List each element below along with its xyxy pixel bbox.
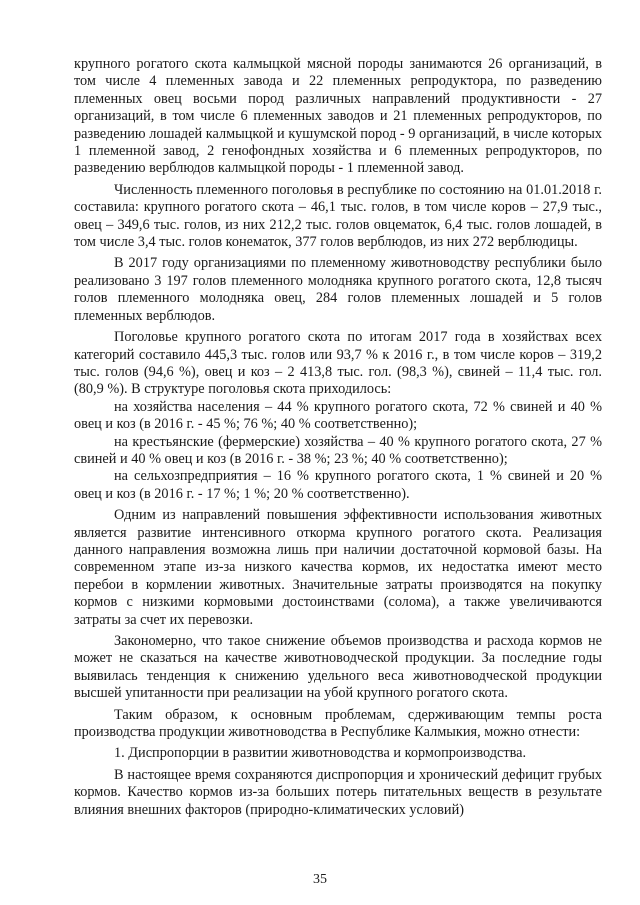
paragraph-breeding-organizations: крупного рогатого скота калмыцкой мясной породы занимаются 26 организаций, в том числе 4 племенных завода и 22 племенных репродуктора, по разведению племенных овец восьми пород различных направлений продуктивности - 27 организаций, в том числе 6 племенных заводов и 21 племенных репродукторов, по разведению лошадей калмыцкой и кушумской пород - 9 организаций, в числе которых 1 племенной завод, 2 генофондных хозяйства и 6 племенных репродукторов, по разведению верблюдов калмыцкой породы - 1 племенной завод. — [74, 56, 602, 177]
paragraph-main-problems: Таким образом, к основным проблемам, сдерживающим темпы роста производства продукции животноводства в Республике Калмыкия, можно отнести: — [74, 706, 602, 741]
paragraph-feed-deficit: В настоящее время сохраняются диспропорция и хронический дефицит грубых кормов. Качество кормов из-за больших потерь питательных веществ в результате влияния внешних факторов (природно-климатических условий) — [74, 766, 602, 818]
problem-item-1: 1. Диспропорции в развитии животноводства и кормопроизводства. — [114, 745, 527, 762]
list-item-households: на хозяйства населения – 44 % крупного рогатого скота, 72 % свиней и 40 % овец и коз (в 2016 г. - 45 %; 76 %; 40 % соответственно); — [74, 398, 602, 433]
page-body — [74, 56, 602, 819]
page-number: 35 — [313, 872, 327, 887]
paragraph-sales-2017: В 2017 году организациями по племенному животноводству республики было реализовано 3 197 голов племенного молодняка крупного рогатого скота, 12,8 тысяч голов племенного молодняка овец, 284 голов племенных лошадей и 5 голов племенных верблюдов. — [74, 255, 602, 324]
paragraph-livestock-2017: Поголовье крупного рогатого скота по итогам 2017 года в хозяйствах всех категорий составило 445,3 тыс. голов или 93,7 % к 2016 г., в том числе коров – 319,2 тыс. голов (94,6 %), овец и коз – 2 413,8 тыс. гол. (98,3 %), свиней – 11,4 тыс. гол. (80,9 %). В структуре поголовья скота приходилось: — [74, 329, 602, 398]
paragraph-production-decline: Закономерно, что такое снижение объемов производства и расхода кормов не может не сказаться на качестве животноводческой продукции. За последние годы выявилась тенденция к снижению удельного веса животноводческой продукции высшей упитанности при реализации на убой крупного рогатого скота. — [74, 633, 602, 702]
list-item-farms: на крестьянские (фермерские) хозяйства – 40 % крупного рогатого скота, 27 % свиней и 40 % овец и коз (в 2016 г. - 38 %; 23 %; 40 % соответственно); — [74, 433, 602, 467]
list-item-agri-enterprises: на сельхозпредприятия – 16 % крупного рогатого скота, 1 % свиней и 20 % овец и коз (в 2016 г. - 17 %; 1 %; 20 % соответственно). — [74, 468, 602, 502]
paragraph-breeding-stock: Численность племенного поголовья в республике по состоянию на 01.01.2018 г. составила: крупного рогатого скота – 46,1 тыс. голов, в том числе коров – 27,9 тыс., овец – 349,6 тыс. голов, из них 212,2 тыс. голов овцематок, 6,4 тыс. голов лошадей, в том числе 3,4 тыс. голов конематок, 377 голов верблюдов, из них 272 верблюдицы. — [74, 181, 602, 251]
paragraph-fattening: Одним из направлений повышения эффективности использования животных является развитие интенсивного откорма крупного рогатого скота. Реализация данного направления возможна лишь при наличии достаточной кормовой базы. На современном этапе из-за низкого качества кормов, их недостатка имеют место перебои в кормлении животных. Значительные затраты производятся на покупку кормов с низкими кормовыми достоинствами (солома), а также увеличиваются затраты за счет их перевозки. — [74, 507, 602, 628]
